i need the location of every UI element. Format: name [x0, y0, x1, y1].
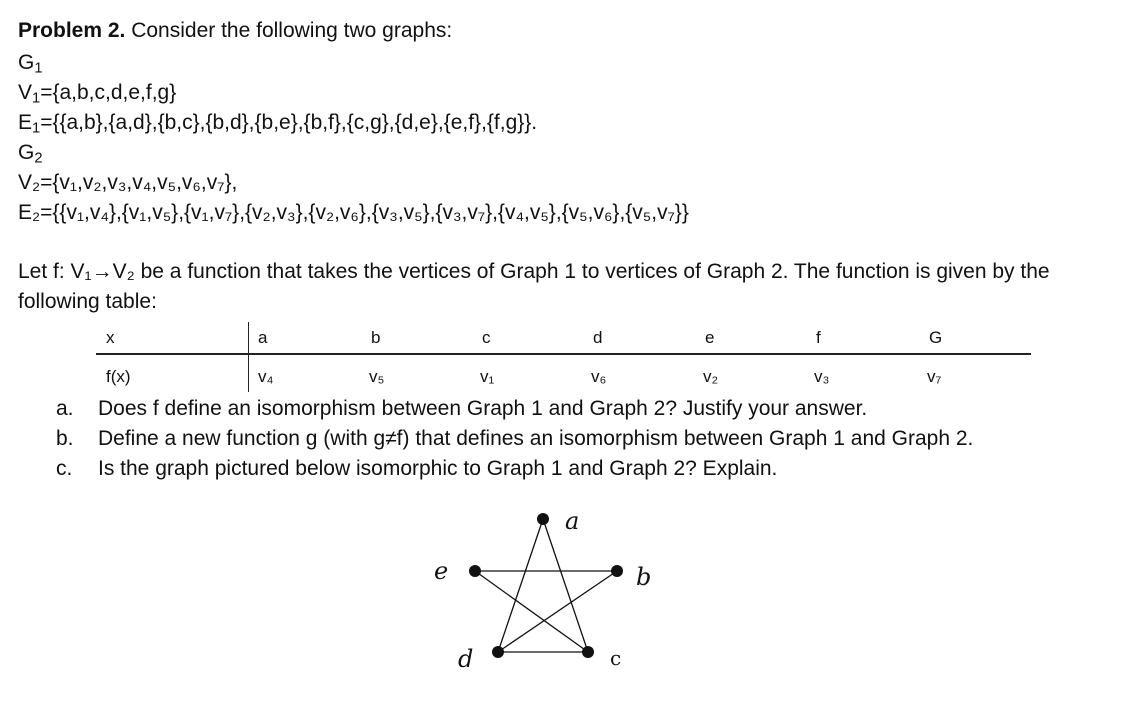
vertex-d: [492, 646, 504, 658]
question-list: [56, 394, 973, 484]
problem-label: Problem 2.: [18, 19, 126, 42]
question-item: [56, 424, 973, 454]
pictured-graph: [420, 505, 680, 685]
edge-a-c: [543, 519, 588, 652]
question-letter: a.: [56, 397, 74, 420]
question-text: Does f define an isomorphism between Graph 1 and Graph 2? Justify your answer.: [98, 397, 868, 420]
table-x-cell: a: [258, 328, 268, 347]
table-x-cell: G: [929, 328, 943, 347]
table-fx-cell: v₂: [703, 367, 719, 386]
vertex-label-a: a: [565, 507, 580, 535]
table-x-label: x: [106, 328, 115, 347]
graph1-name: $G_1$: [18, 51, 43, 77]
table-fx-cell: v₆: [591, 367, 607, 386]
question-letter: b.: [56, 427, 74, 450]
graph1-vertices: $V_1=\{a,b,c,d,e,f,g\}$: [18, 81, 177, 107]
question-item: [56, 454, 973, 484]
graph-edges: [475, 519, 617, 652]
table-fx-cell: v₃: [814, 367, 830, 386]
vertex-b: [611, 565, 623, 577]
table-x-cell: e: [705, 328, 715, 347]
question-letter: c.: [56, 457, 73, 480]
vertex-label-b: b: [636, 563, 652, 591]
vertex-label-d: d: [458, 645, 474, 673]
edge-a-d: [498, 519, 543, 652]
graph1-edges: $E_1=\{\{a,b\},\{a,d\},\{b,c\},\{b,d\},\{b,e\},\{b,f\},\{c,g\},\{d,e\},\{e,f\},\{f,g\}\}$.: [18, 111, 538, 137]
question-text: Define a new function g (with g≠f) that defines an isomorphism between Graph 1 and Graph 2.: [98, 427, 974, 450]
table-fx-cell: v₁: [480, 367, 495, 386]
table-x-cell: b: [371, 328, 381, 347]
graph2-edges: E₂={{v₁,v₄},{v₁,v₅},{v₁,v₇},{v₂,v₃},{v₂,v₆},{v₃,v₅},{v₃,v₇},{v₄,v₅},{v₅,v₆},{v₅,v₇}}: [18, 201, 689, 224]
table-x-cell: c: [482, 328, 491, 347]
vertex-label-e: e: [434, 557, 449, 585]
question-item: [56, 394, 973, 424]
question-text: Is the graph pictured below isomorphic to Graph 1 and Graph 2? Explain.: [98, 457, 778, 480]
table-fx-cell: v₄: [258, 367, 274, 386]
problem-intro: Consider the following two graphs:: [125, 19, 453, 42]
vertex-c: [582, 646, 594, 658]
table-x-cell: f: [816, 328, 821, 347]
table-header-rule: [96, 353, 1031, 355]
edge-e-c: [475, 571, 588, 652]
vertex-label-c: c: [610, 646, 622, 670]
table-fx-label: f(x): [106, 367, 131, 386]
graph2-vertices: V₂={v₁,v₂,v₃,v₄,v₅,v₆,v₇},: [18, 171, 238, 194]
table-x-cell: d: [593, 328, 603, 347]
vertex-e: [469, 565, 481, 577]
vertex-a: [537, 513, 549, 525]
table-fx-cell: v₇: [927, 367, 942, 386]
function-table: [96, 322, 1031, 392]
table-fx-cell: v₅: [369, 367, 385, 386]
function-description: Let f: V₁→V₂ be a function that takes the vertices of Graph 1 to vertices of Graph 2. The function is given by the following table:: [18, 260, 1050, 313]
table-column-rule: [248, 322, 249, 392]
graph2-name: $G_2$: [18, 141, 43, 167]
problem-heading: [18, 18, 452, 44]
edge-b-d: [498, 571, 617, 652]
